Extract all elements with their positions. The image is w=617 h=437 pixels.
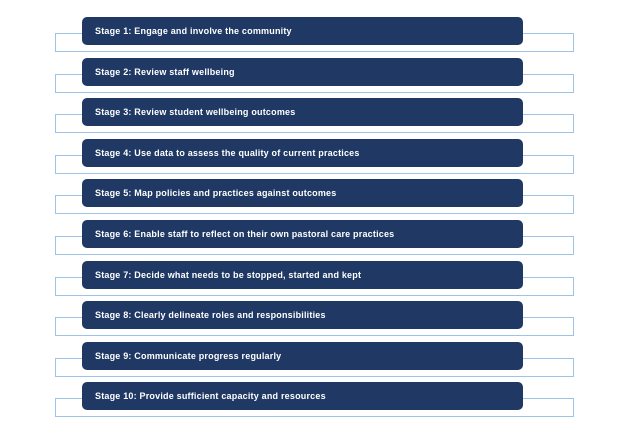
stage-label: Stage 7: Decide what needs to be stopped, started and kept — [95, 269, 362, 280]
stage-row — [0, 261, 617, 301]
stage-row — [0, 342, 617, 382]
stage-bar — [82, 382, 523, 410]
stage-label: Stage 4: Use data to assess the quality of current practices — [95, 147, 360, 158]
stage-row — [0, 179, 617, 219]
stage-bar — [82, 58, 523, 86]
stage-bar — [82, 301, 523, 329]
stage-row — [0, 17, 617, 57]
stage-label: Stage 8: Clearly delineate roles and responsibilities — [95, 310, 326, 321]
stage-bar — [82, 220, 523, 248]
stage-label: Stage 9: Communicate progress regularly — [95, 350, 282, 361]
stage-label: Stage 1: Engage and involve the community — [95, 26, 292, 36]
stage-bar — [82, 342, 523, 370]
stage-bar — [82, 179, 523, 207]
stage-bar — [82, 98, 523, 126]
stage-row — [0, 98, 617, 138]
stage-label: Stage 3: Review student wellbeing outcomes — [95, 107, 296, 118]
stage-label: Stage 6: Enable staff to reflect on their own pastoral care practices — [95, 229, 395, 239]
stage-bar — [82, 139, 523, 167]
stage-row — [0, 139, 617, 179]
stage-row — [0, 382, 617, 422]
stage-row — [0, 301, 617, 341]
stage-label: Stage 2: Review staff wellbeing — [95, 66, 235, 77]
stage-bar — [82, 17, 523, 45]
stage-row — [0, 220, 617, 260]
stage-label: Stage 10: Provide sufficient capacity and resources — [95, 391, 326, 402]
stage-label: Stage 5: Map policies and practices against outcomes — [95, 188, 337, 199]
stage-bar — [82, 261, 523, 289]
stage-row — [0, 58, 617, 98]
